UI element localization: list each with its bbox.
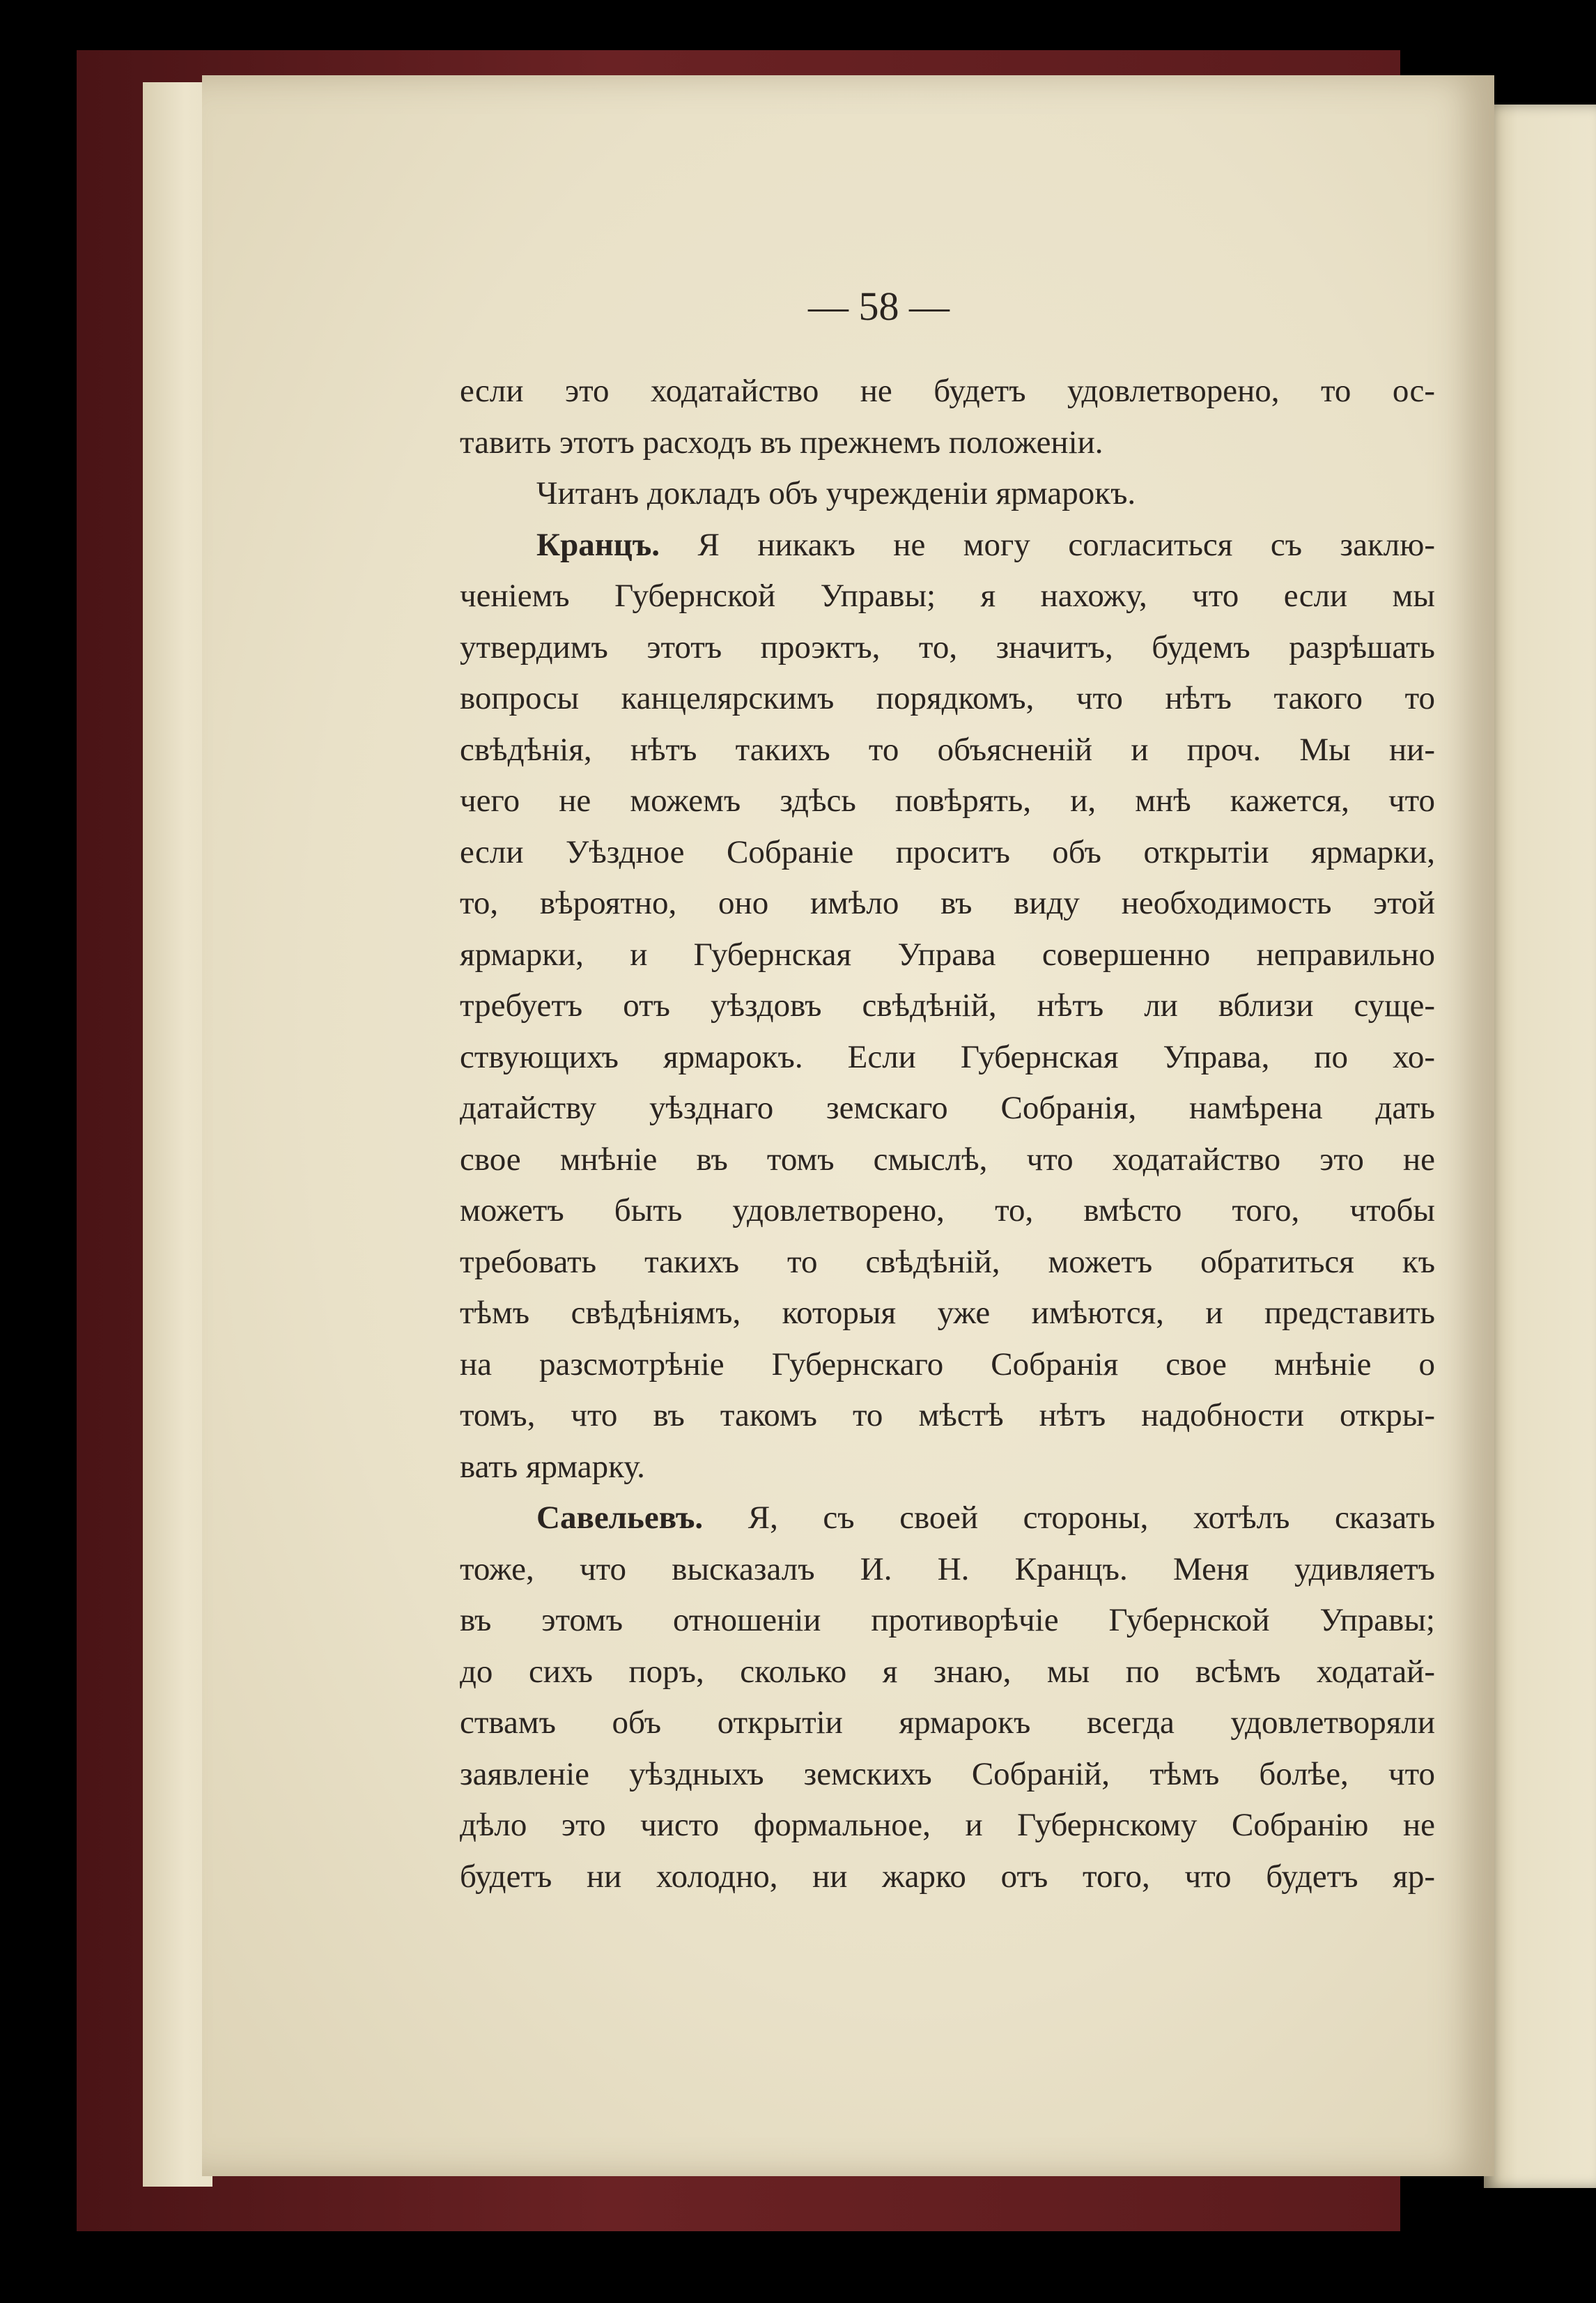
line-text: свѣдѣнія, нѣтъ такихъ то объясненій и проч. Мы ни-: [460, 731, 1435, 768]
text-line: [460, 1697, 1435, 1749]
line-text: требуетъ отъ уѣздовъ свѣдѣній, нѣтъ ли вблизи суще-: [460, 987, 1435, 1024]
text-line: [460, 1288, 1435, 1339]
line-text: датайству уѣзднаго земскаго Собранія, намѣрена дать: [460, 1090, 1435, 1126]
text-line: [460, 1851, 1435, 1903]
text-line: [460, 366, 1435, 417]
line-text: до сихъ поръ, сколько я знаю, мы по всѣмъ ходатай-: [460, 1653, 1435, 1690]
text-line: [460, 1339, 1435, 1391]
line-text: чего не можемъ здѣсь повѣрять, и, мнѣ кажется, что: [460, 783, 1435, 819]
text-line: [460, 622, 1435, 674]
line-text: вать ярмарку.: [460, 1448, 645, 1485]
text-line: [460, 1083, 1435, 1134]
text-line: [460, 1442, 1435, 1493]
text-line: [460, 725, 1435, 776]
line-text: будетъ ни холодно, ни жарко отъ того, что будетъ яр-: [460, 1858, 1435, 1895]
text-line: [460, 776, 1435, 827]
line-text: вопросы канцелярскимъ порядкомъ, что нѣтъ такого то: [460, 680, 1435, 716]
text-line: [460, 571, 1435, 622]
text-line: [460, 1032, 1435, 1084]
text-line: [460, 980, 1435, 1032]
page-body-text: [460, 366, 1435, 1902]
text-line: [460, 1544, 1435, 1596]
text-line: [460, 878, 1435, 930]
line-text: ствующихъ ярмарокъ. Если Губернская Управа, по хо-: [460, 1038, 1435, 1075]
line-text: тоже, что высказалъ И. Н. Кранцъ. Меня удивляетъ: [460, 1550, 1435, 1587]
text-line: [460, 520, 1435, 571]
line-text: Читанъ докладъ объ учрежденіи ярмарокъ.: [536, 475, 1136, 511]
text-line: [460, 1134, 1435, 1186]
text-line: [460, 1493, 1435, 1544]
text-line: [460, 673, 1435, 725]
text-line: [460, 1185, 1435, 1237]
text-line: [460, 930, 1435, 981]
next-page-edge: [1484, 105, 1596, 2188]
line-text: дѣло это чисто формальное, и Губернскому Собранію не: [460, 1807, 1435, 1843]
line-text: утвердимъ этотъ проэктъ, то, значитъ, будемъ разрѣшать: [460, 629, 1435, 665]
line-text: если Уѣздное Собраніе проситъ объ открытіи ярмарки,: [460, 833, 1435, 870]
line-text: тавить этотъ расходъ въ прежнемъ положеніи.: [460, 424, 1103, 461]
text-line: [460, 417, 1435, 469]
line-text: свое мнѣніе въ томъ смыслѣ, что ходатайство это не: [460, 1141, 1435, 1178]
line-text: если это ходатайство не будетъ удовлетворено, то ос-: [460, 373, 1435, 409]
line-text: въ этомъ отношеніи противорѣчіе Губернской Управы;: [460, 1602, 1435, 1638]
page-number: — 58 —: [808, 284, 950, 329]
text-line: [460, 1647, 1435, 1698]
line-text: можетъ быть удовлетворено, то, вмѣсто того, чтобы: [460, 1192, 1435, 1228]
text-line: [460, 1749, 1435, 1801]
line-text: на разсмотрѣніе Губернскаго Собранія свое мнѣніе о: [460, 1346, 1435, 1382]
line-text: Я никакъ не могу согласиться съ заклю-: [660, 526, 1435, 563]
line-text: ярмарки, и Губернская Управа совершенно неправильно: [460, 936, 1435, 973]
text-line: [460, 1237, 1435, 1288]
line-text: требовать такихъ то свѣдѣній, можетъ обратиться къ: [460, 1243, 1435, 1280]
text-line: [460, 827, 1435, 879]
line-text: ствамъ объ открытіи ярмарокъ всегда удовлетворяли: [460, 1704, 1435, 1741]
text-line: [460, 1390, 1435, 1442]
line-text: томъ, что въ такомъ то мѣстѣ нѣтъ надобности откры-: [460, 1397, 1435, 1433]
line-text: тѣмъ свѣдѣніямъ, которыя уже имѣются, и представить: [460, 1295, 1435, 1331]
text-line: [460, 1800, 1435, 1851]
line-text: Я, съ своей стороны, хотѣлъ сказать: [703, 1500, 1435, 1536]
line-text: ченіемъ Губернской Управы; я нахожу, что если мы: [460, 578, 1435, 614]
line-text: то, вѣроятно, оно имѣло въ виду необходимость этой: [460, 885, 1435, 921]
text-line: [460, 1595, 1435, 1647]
speaker-name: Савельевъ.: [536, 1500, 704, 1536]
text-line: [460, 468, 1435, 520]
speaker-name: Кранцъ.: [536, 526, 660, 563]
line-text: заявленіе уѣздныхъ земскихъ Собраній, тѣмъ болѣе, что: [460, 1755, 1435, 1792]
